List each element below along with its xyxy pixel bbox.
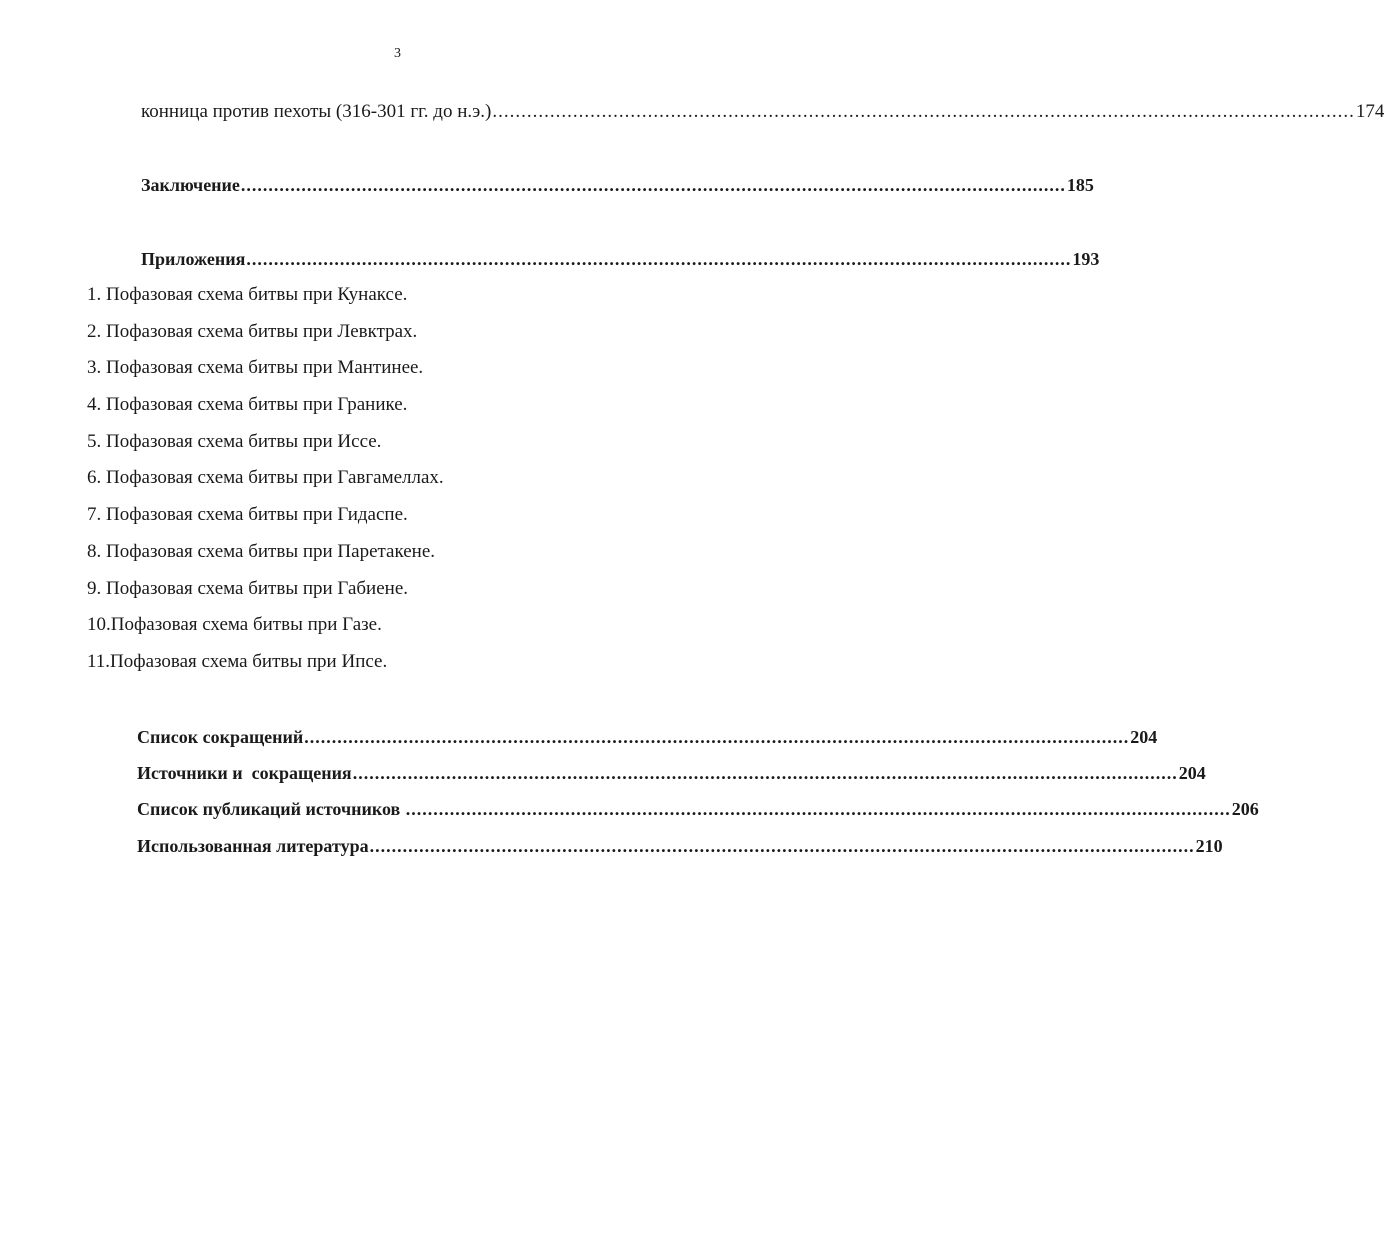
appendix-item: 2. Пофазовая схема битвы при Левктрах. (87, 320, 418, 342)
appendix-item: 5. Пофазовая схема битвы при Иссе. (87, 430, 382, 452)
dot-leader: ...................................................................................................................................................... (369, 836, 1195, 856)
toc-entry-literature (137, 836, 1223, 857)
toc-entry-page: 210 (1195, 836, 1223, 856)
toc-entry-sources-abbr (137, 763, 1206, 784)
dot-leader: ...................................................................................................................................................... (492, 101, 1355, 122)
toc-entry-label: Приложения (141, 249, 246, 269)
page-number: 3 (394, 46, 401, 61)
toc-entry-label: Источники и сокращения (137, 763, 352, 783)
appendix-item: 6. Пофазовая схема битвы при Гавгамеллах. (87, 467, 444, 489)
toc-entry-page: 193 (1072, 249, 1100, 269)
toc-entry-page: 204 (1130, 727, 1158, 747)
appendix-item: 10.Пофазовая схема битвы при Газе. (87, 614, 382, 636)
toc-entry-label: Использованная литература (137, 836, 369, 856)
appendix-item: 1. Пофазовая схема битвы при Кунаксе. (87, 284, 408, 305)
toc-entry-appendices (141, 249, 1100, 270)
appendix-item: 4. Пофазовая схема битвы при Гранике. (87, 394, 408, 416)
dot-leader: ...................................................................................................................................................... (352, 763, 1178, 783)
toc-entry-label: Список сокращений (137, 727, 304, 747)
dot-leader: ...................................................................................................................................................... (240, 175, 1066, 195)
dot-leader: ...................................................................................................................................................... (405, 799, 1231, 819)
toc-entry-page: 174 (1355, 101, 1384, 122)
appendix-list (87, 284, 444, 688)
appendix-item: 9. Пофазовая схема битвы при Габиене. (87, 577, 408, 599)
appendix-item: 7. Пофазовая схема битвы при Гидаспе. (87, 504, 408, 526)
toc-entry-conclusion (141, 175, 1094, 196)
toc-entry-page: 185 (1066, 175, 1094, 195)
dot-leader: ...................................................................................................................................................... (246, 249, 1072, 269)
toc-entry-label: Заключение (141, 175, 240, 195)
toc-entry-page: 206 (1231, 799, 1259, 819)
toc-entry-source-publications (137, 799, 1259, 820)
toc-entry-page: 204 (1178, 763, 1206, 783)
toc-entry-continuation (141, 101, 1384, 123)
dot-leader: ...................................................................................................................................................... (304, 727, 1130, 747)
toc-entry-label: Список публикаций источников (137, 799, 405, 819)
toc-entry-label: конница против пехоты (316-301 гг. до н.э.) (141, 101, 492, 122)
appendix-item: 11.Пофазовая схема битвы при Ипсе. (87, 650, 388, 672)
toc-entry-abbreviations (137, 727, 1158, 748)
appendix-item: 3. Пофазовая схема битвы при Мантинее. (87, 357, 424, 379)
appendix-item: 8. Пофазовая схема битвы при Паретакене. (87, 540, 436, 562)
